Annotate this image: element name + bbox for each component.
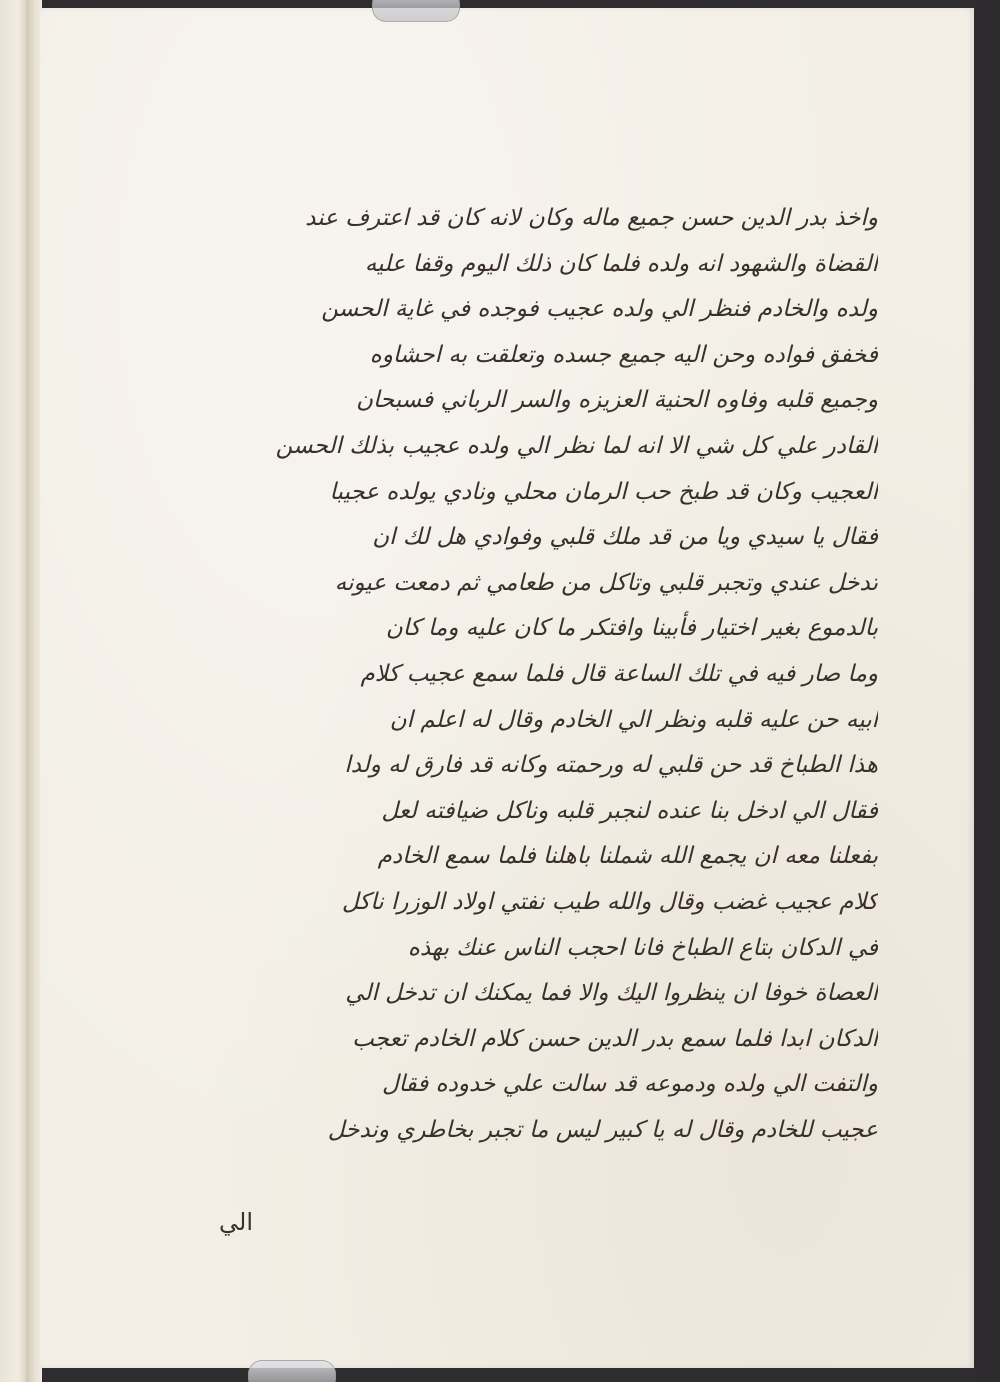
- text-line: بفعلنا معه ان يجمع الله شملنا باهلنا فلما سمع الخادم: [377, 843, 878, 870]
- text-line: وما صار فيه في تلك الساعة قال فلما سمع عجيب كلام: [360, 660, 878, 687]
- catchword: الي: [219, 1208, 253, 1236]
- text-line: العجيب وكان قد طبخ حب الرمان محلي ونادي يولده عجيبا: [329, 478, 878, 505]
- text-line: فقال الي ادخل بنا عنده لنجبر قلبه وناكل ضيافته لعل: [381, 797, 878, 824]
- manuscript-text: [118, 196, 878, 1153]
- text-line: القادر علي كل شي الا انه لما نظر الي ولده عجيب بذلك الحسن: [275, 432, 878, 459]
- text-line: تدخل عندي وتجبر قلبي وتاكل من طعامي ثم دمعت عيونه: [334, 569, 878, 596]
- text-line: في الدكان بتاع الطباخ فانا احجب الناس عنك بهذه: [407, 934, 878, 961]
- text-line: واخذ بدر الدين حسن جميع ماله وكان لانه كان قد اعترف عند: [305, 205, 878, 231]
- text-line: الدكان ابدا فلما سمع بدر الدين حسن كلام الخادم تعجب: [352, 1025, 878, 1052]
- page-clip-bottom: [248, 1360, 336, 1382]
- text-line: عجيب للخادم وقال له يا كبير ليس ما تجبر بخاطري وندخل: [327, 1116, 878, 1143]
- text-line: القضاة والشهود انه ولده فلما كان ذلك اليوم وقفا عليه: [364, 250, 878, 277]
- text-line: كلام عجيب غضب وقال والله طيب نفتي اولاد الوزرا ناكل: [341, 888, 878, 915]
- text-line: فقال يا سيدي ويا من قد ملك قلبي وفوادي هل لك ان: [372, 524, 878, 551]
- facing-page-edge: [0, 0, 27, 1382]
- text-line: العصاة خوفا ان ينظروا اليك والا فما يمكنك ان تدخل الي: [345, 980, 878, 1007]
- text-line: ولده والخادم فنظر الي ولده عجيب فوجده في غاية الحسن: [321, 296, 878, 323]
- text-line: فخفق فواده وحن اليه جميع جسده وتعلقت به احشاوه: [369, 341, 878, 368]
- text-line: ابيه حن عليه قلبه ونظر الي الخادم وقال له اعلم ان: [389, 706, 878, 733]
- text-line: هذا الطباخ قد حن قلبي له ورحمته وكانه قد فارق له ولدا: [344, 752, 878, 779]
- text-line: وجميع قلبه وفاوه الحنية العزيزه والسر الرباني فسبحان: [356, 387, 878, 414]
- scan-background: [974, 0, 1000, 1382]
- page-clip-top: [372, 0, 460, 22]
- text-line: بالدموع بغير اختيار فأبينا وافتكر ما كان عليه وما كان: [385, 615, 878, 642]
- text-line: والتفت الي ولده ودموعه قد سالت علي خدوده فقال: [381, 1071, 878, 1098]
